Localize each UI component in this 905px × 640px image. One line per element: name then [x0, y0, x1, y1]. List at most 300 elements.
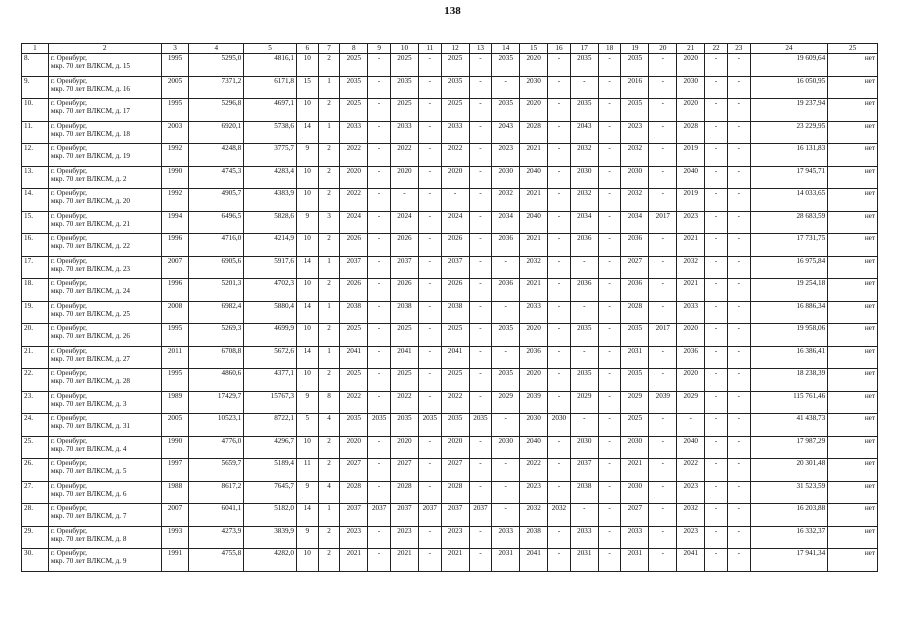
column-header: 8: [340, 44, 368, 54]
table-cell: 2035: [418, 414, 441, 437]
table-cell: 2030: [548, 414, 571, 437]
table-cell: 2037: [340, 504, 368, 527]
table-cell: 2: [318, 166, 340, 189]
row-index: 22.: [22, 369, 49, 392]
table-row: [22, 144, 878, 167]
table-cell: -: [598, 504, 621, 527]
table-cell: 2033: [391, 121, 419, 144]
table-row: [22, 301, 878, 324]
table-cell: -: [727, 504, 750, 527]
table-cell: -: [598, 301, 621, 324]
table-cell: 8722,1: [244, 414, 297, 437]
table-cell: 2025: [441, 369, 469, 392]
table-cell: -: [649, 189, 677, 212]
table-cell: 16 332,37: [750, 526, 828, 549]
table-cell: 20 301,48: [750, 459, 828, 482]
table-cell: 2020: [441, 436, 469, 459]
table-cell: 1996: [161, 279, 189, 302]
row-index: 19.: [22, 301, 49, 324]
table-cell: 2020: [677, 369, 705, 392]
table-cell: 2038: [391, 301, 419, 324]
table-cell: -: [368, 256, 391, 279]
table-cell: -: [705, 301, 728, 324]
table-cell: 2040: [520, 166, 548, 189]
table-cell: 2036: [570, 279, 598, 302]
row-index: 16.: [22, 234, 49, 257]
table-cell: 2031: [621, 549, 649, 572]
table-cell: 2036: [570, 234, 598, 257]
table-cell: -: [368, 459, 391, 482]
address-cell: г. Оренбург, мкр. 70 лет ВЛКСМ, д. 15: [48, 54, 161, 77]
table-cell: нет: [828, 234, 878, 257]
table-cell: -: [677, 414, 705, 437]
table-cell: 1997: [161, 459, 189, 482]
table-cell: нет: [828, 76, 878, 99]
table-cell: -: [469, 54, 492, 77]
column-header: 16: [548, 44, 571, 54]
table-cell: 2030: [677, 76, 705, 99]
table-cell: -: [368, 121, 391, 144]
table-cell: 1992: [161, 189, 189, 212]
table-cell: 5: [296, 414, 318, 437]
table-cell: 14: [296, 504, 318, 527]
table-cell: 2035: [340, 414, 368, 437]
table-cell: 2040: [677, 166, 705, 189]
table-cell: 2035: [570, 324, 598, 347]
table-cell: 2020: [677, 324, 705, 347]
table-cell: -: [598, 324, 621, 347]
table-cell: 10: [296, 189, 318, 212]
table-cell: -: [368, 436, 391, 459]
table-cell: 8617,2: [189, 481, 244, 504]
table-cell: 2: [318, 234, 340, 257]
table-cell: 2: [318, 526, 340, 549]
table-cell: 2043: [570, 121, 598, 144]
table-cell: 2021: [621, 459, 649, 482]
table-cell: 2011: [161, 346, 189, 369]
table-cell: -: [492, 256, 520, 279]
table-cell: -: [548, 369, 571, 392]
table-cell: 2025: [340, 54, 368, 77]
table-cell: 5189,4: [244, 459, 297, 482]
table-cell: 2005: [161, 414, 189, 437]
table-cell: 10: [296, 166, 318, 189]
table-cell: нет: [828, 279, 878, 302]
table-cell: -: [469, 144, 492, 167]
table-cell: 4716,0: [189, 234, 244, 257]
table-cell: 10: [296, 436, 318, 459]
table-cell: -: [570, 256, 598, 279]
table-cell: -: [469, 99, 492, 122]
table-cell: -: [368, 346, 391, 369]
table-cell: 2020: [340, 166, 368, 189]
column-header: 7: [318, 44, 340, 54]
table-cell: 2026: [391, 234, 419, 257]
table-cell: -: [418, 391, 441, 414]
table-cell: 2023: [441, 526, 469, 549]
table-cell: 4755,8: [189, 549, 244, 572]
table-cell: -: [441, 189, 469, 212]
table-row: [22, 324, 878, 347]
table-cell: 1: [318, 301, 340, 324]
table-cell: 5659,7: [189, 459, 244, 482]
table-cell: нет: [828, 369, 878, 392]
table-cell: -: [548, 121, 571, 144]
table-cell: 2020: [340, 436, 368, 459]
table-cell: 2032: [520, 504, 548, 527]
table-cell: нет: [828, 144, 878, 167]
table-cell: 2024: [441, 211, 469, 234]
table-cell: -: [649, 459, 677, 482]
column-header: 21: [677, 44, 705, 54]
table-cell: -: [418, 211, 441, 234]
row-index: 20.: [22, 324, 49, 347]
table-cell: нет: [828, 256, 878, 279]
table-cell: 23 229,95: [750, 121, 828, 144]
table-cell: 11: [296, 459, 318, 482]
table-cell: 2021: [520, 189, 548, 212]
table-cell: -: [548, 54, 571, 77]
table-cell: 31 523,59: [750, 481, 828, 504]
table-cell: 2: [318, 189, 340, 212]
table-cell: -: [727, 369, 750, 392]
table-cell: -: [570, 301, 598, 324]
table-cell: -: [598, 121, 621, 144]
table-cell: 2033: [621, 526, 649, 549]
table-cell: 19 254,18: [750, 279, 828, 302]
table-cell: 2035: [391, 76, 419, 99]
table-cell: 4296,7: [244, 436, 297, 459]
table-cell: 2035: [570, 99, 598, 122]
table-cell: -: [548, 301, 571, 324]
table-cell: 2030: [492, 436, 520, 459]
table-cell: нет: [828, 54, 878, 77]
table-cell: 4699,9: [244, 324, 297, 347]
table-cell: 2025: [340, 324, 368, 347]
table-cell: -: [705, 369, 728, 392]
table-cell: -: [469, 436, 492, 459]
table-cell: -: [548, 391, 571, 414]
table-cell: -: [705, 76, 728, 99]
table-row: [22, 279, 878, 302]
table-cell: -: [598, 459, 621, 482]
table-row: [22, 526, 878, 549]
table-cell: -: [598, 481, 621, 504]
table-cell: 3: [318, 211, 340, 234]
table-cell: 4: [318, 481, 340, 504]
row-index: 27.: [22, 481, 49, 504]
table-cell: 4248,8: [189, 144, 244, 167]
table-cell: 2032: [548, 504, 571, 527]
table-cell: 5917,6: [244, 256, 297, 279]
table-cell: 2029: [677, 391, 705, 414]
table-cell: -: [727, 346, 750, 369]
table-cell: нет: [828, 549, 878, 572]
table-cell: 6920,1: [189, 121, 244, 144]
table-cell: 2035: [492, 324, 520, 347]
table-cell: 2022: [391, 391, 419, 414]
table-cell: нет: [828, 526, 878, 549]
table-cell: 3839,9: [244, 526, 297, 549]
table-cell: -: [727, 279, 750, 302]
table-cell: -: [418, 99, 441, 122]
table-cell: 2033: [570, 526, 598, 549]
table-cell: 2027: [621, 256, 649, 279]
table-cell: -: [649, 526, 677, 549]
table-cell: 2035: [621, 324, 649, 347]
address-cell: г. Оренбург, мкр. 70 лет ВЛКСМ, д. 4: [48, 436, 161, 459]
table-cell: -: [548, 324, 571, 347]
table-row: [22, 346, 878, 369]
table-cell: 2037: [418, 504, 441, 527]
table-cell: -: [727, 189, 750, 212]
table-cell: 2030: [621, 481, 649, 504]
table-cell: 15767,3: [244, 391, 297, 414]
table-cell: 2030: [570, 436, 598, 459]
table-cell: -: [727, 481, 750, 504]
table-cell: 2: [318, 324, 340, 347]
table-cell: -: [418, 144, 441, 167]
table-cell: -: [368, 99, 391, 122]
row-index: 24.: [22, 414, 49, 437]
table-cell: 14 033,65: [750, 189, 828, 212]
table-cell: -: [705, 526, 728, 549]
table-cell: 2038: [441, 301, 469, 324]
table-cell: -: [492, 414, 520, 437]
table-cell: 2034: [570, 211, 598, 234]
table-cell: -: [368, 324, 391, 347]
row-index: 29.: [22, 526, 49, 549]
table-cell: -: [368, 76, 391, 99]
address-cell: г. Оренбург, мкр. 70 лет ВЛКСМ, д. 9: [48, 549, 161, 572]
table-cell: -: [598, 391, 621, 414]
table-cell: 2041: [520, 549, 548, 572]
table-cell: 10: [296, 279, 318, 302]
table-cell: 2035: [621, 99, 649, 122]
table-cell: -: [368, 144, 391, 167]
table-cell: -: [469, 76, 492, 99]
address-cell: г. Оренбург, мкр. 70 лет ВЛКСМ, д. 22: [48, 234, 161, 257]
table-cell: 2025: [441, 324, 469, 347]
row-index: 10.: [22, 99, 49, 122]
table-cell: -: [469, 189, 492, 212]
table-cell: -: [368, 526, 391, 549]
table-cell: 2043: [492, 121, 520, 144]
table-cell: -: [548, 234, 571, 257]
table-cell: 2021: [677, 279, 705, 302]
table-cell: 2021: [441, 549, 469, 572]
table-row: [22, 54, 878, 77]
table-cell: -: [548, 346, 571, 369]
table-cell: 2028: [391, 481, 419, 504]
table-cell: -: [469, 234, 492, 257]
column-header: 10: [391, 44, 419, 54]
page-number: 138: [444, 5, 461, 17]
row-index: 12.: [22, 144, 49, 167]
table-cell: -: [548, 436, 571, 459]
column-header: 22: [705, 44, 728, 54]
table-row: [22, 166, 878, 189]
address-cell: г. Оренбург, мкр. 70 лет ВЛКСМ, д. 24: [48, 279, 161, 302]
column-header: 18: [598, 44, 621, 54]
table-cell: -: [705, 459, 728, 482]
table-cell: 2026: [340, 234, 368, 257]
table-cell: -: [705, 391, 728, 414]
table-cell: 2029: [621, 391, 649, 414]
table-cell: 4383,9: [244, 189, 297, 212]
address-cell: г. Оренбург, мкр. 70 лет ВЛКСМ, д. 3: [48, 391, 161, 414]
table-cell: 2036: [520, 346, 548, 369]
table-cell: 4745,3: [189, 166, 244, 189]
table-cell: 2021: [520, 144, 548, 167]
table-cell: 2034: [492, 211, 520, 234]
table-cell: 6982,4: [189, 301, 244, 324]
table-cell: 2007: [161, 256, 189, 279]
address-cell: г. Оренбург, мкр. 70 лет ВЛКСМ, д. 17: [48, 99, 161, 122]
column-header: 1: [22, 44, 49, 54]
table-cell: 18 238,39: [750, 369, 828, 392]
table-cell: 4776,0: [189, 436, 244, 459]
table-cell: -: [727, 76, 750, 99]
table-cell: -: [368, 211, 391, 234]
table-cell: 2: [318, 144, 340, 167]
table-cell: 2041: [441, 346, 469, 369]
table-cell: 2021: [391, 549, 419, 572]
address-cell: г. Оренбург, мкр. 70 лет ВЛКСМ, д. 18: [48, 121, 161, 144]
table-cell: 6041,1: [189, 504, 244, 527]
table-cell: -: [469, 369, 492, 392]
table-cell: 5201,3: [189, 279, 244, 302]
address-cell: г. Оренбург, мкр. 70 лет ВЛКСМ, д. 19: [48, 144, 161, 167]
table-cell: нет: [828, 481, 878, 504]
table-cell: -: [649, 549, 677, 572]
table-cell: 19 237,94: [750, 99, 828, 122]
table-cell: 2032: [570, 189, 598, 212]
table-cell: нет: [828, 504, 878, 527]
table-cell: -: [418, 256, 441, 279]
table-cell: 16 050,95: [750, 76, 828, 99]
table-cell: 2038: [570, 481, 598, 504]
table-cell: -: [548, 481, 571, 504]
table-cell: 2038: [340, 301, 368, 324]
table-cell: -: [727, 99, 750, 122]
table-cell: нет: [828, 324, 878, 347]
table-cell: -: [469, 279, 492, 302]
table-cell: 2030: [621, 166, 649, 189]
table-cell: 2008: [161, 301, 189, 324]
table-cell: -: [548, 211, 571, 234]
row-index: 9.: [22, 76, 49, 99]
table-cell: -: [418, 324, 441, 347]
table-cell: 17 941,34: [750, 549, 828, 572]
table-cell: 2026: [441, 279, 469, 302]
table-cell: 2035: [368, 414, 391, 437]
table-cell: 2023: [621, 121, 649, 144]
table-cell: 2029: [570, 391, 598, 414]
table-row: [22, 549, 878, 572]
table-cell: 1995: [161, 324, 189, 347]
table-cell: 6171,8: [244, 76, 297, 99]
table-cell: -: [649, 121, 677, 144]
table-cell: 2041: [677, 549, 705, 572]
table-cell: -: [598, 414, 621, 437]
table-cell: -: [368, 481, 391, 504]
table-cell: -: [705, 481, 728, 504]
table-cell: -: [598, 279, 621, 302]
table-cell: -: [649, 504, 677, 527]
table-cell: 17429,7: [189, 391, 244, 414]
table-cell: -: [418, 166, 441, 189]
table-cell: -: [649, 414, 677, 437]
table-cell: 2021: [520, 279, 548, 302]
table-cell: 2032: [621, 189, 649, 212]
table-cell: 2037: [441, 256, 469, 279]
table-cell: -: [418, 346, 441, 369]
column-header: 25: [828, 44, 878, 54]
table-cell: 4282,0: [244, 549, 297, 572]
table-cell: 10: [296, 549, 318, 572]
table-cell: 2040: [520, 211, 548, 234]
table-cell: -: [705, 144, 728, 167]
table-cell: 2025: [441, 54, 469, 77]
table-cell: -: [649, 99, 677, 122]
table-cell: -: [469, 324, 492, 347]
table-cell: 2035: [621, 54, 649, 77]
table-cell: 14: [296, 346, 318, 369]
table-cell: нет: [828, 346, 878, 369]
table-cell: 16 203,88: [750, 504, 828, 527]
table-cell: 14: [296, 301, 318, 324]
address-cell: г. Оренбург, мкр. 70 лет ВЛКСМ, д. 31: [48, 414, 161, 437]
table-cell: 2020: [441, 166, 469, 189]
table-cell: 2: [318, 279, 340, 302]
table-cell: 10: [296, 54, 318, 77]
table-cell: 2034: [621, 211, 649, 234]
table-cell: 19 958,06: [750, 324, 828, 347]
table-cell: 2022: [340, 189, 368, 212]
table-cell: -: [705, 549, 728, 572]
table-cell: 2032: [621, 144, 649, 167]
table-cell: -: [598, 144, 621, 167]
table-cell: 2024: [391, 211, 419, 234]
table-cell: -: [469, 301, 492, 324]
table-cell: 2023: [391, 526, 419, 549]
table-cell: 2031: [492, 549, 520, 572]
table-cell: 1995: [161, 99, 189, 122]
table-cell: 2020: [391, 436, 419, 459]
table-cell: 2035: [570, 54, 598, 77]
table-cell: -: [418, 549, 441, 572]
table-cell: -: [492, 76, 520, 99]
table-cell: 2037: [469, 504, 492, 527]
table-cell: 1996: [161, 234, 189, 257]
table-cell: -: [598, 346, 621, 369]
table-cell: 2028: [677, 121, 705, 144]
table-row: [22, 391, 878, 414]
table-cell: 10: [296, 99, 318, 122]
table-cell: -: [705, 54, 728, 77]
table-cell: нет: [828, 189, 878, 212]
table-cell: 5738,6: [244, 121, 297, 144]
table-cell: 2: [318, 549, 340, 572]
table-cell: 2020: [677, 54, 705, 77]
table-cell: -: [548, 99, 571, 122]
table-cell: -: [469, 211, 492, 234]
table-cell: -: [418, 121, 441, 144]
table-cell: 2: [318, 54, 340, 77]
table-cell: 1: [318, 76, 340, 99]
address-cell: г. Оренбург, мкр. 70 лет ВЛКСМ, д. 2: [48, 166, 161, 189]
